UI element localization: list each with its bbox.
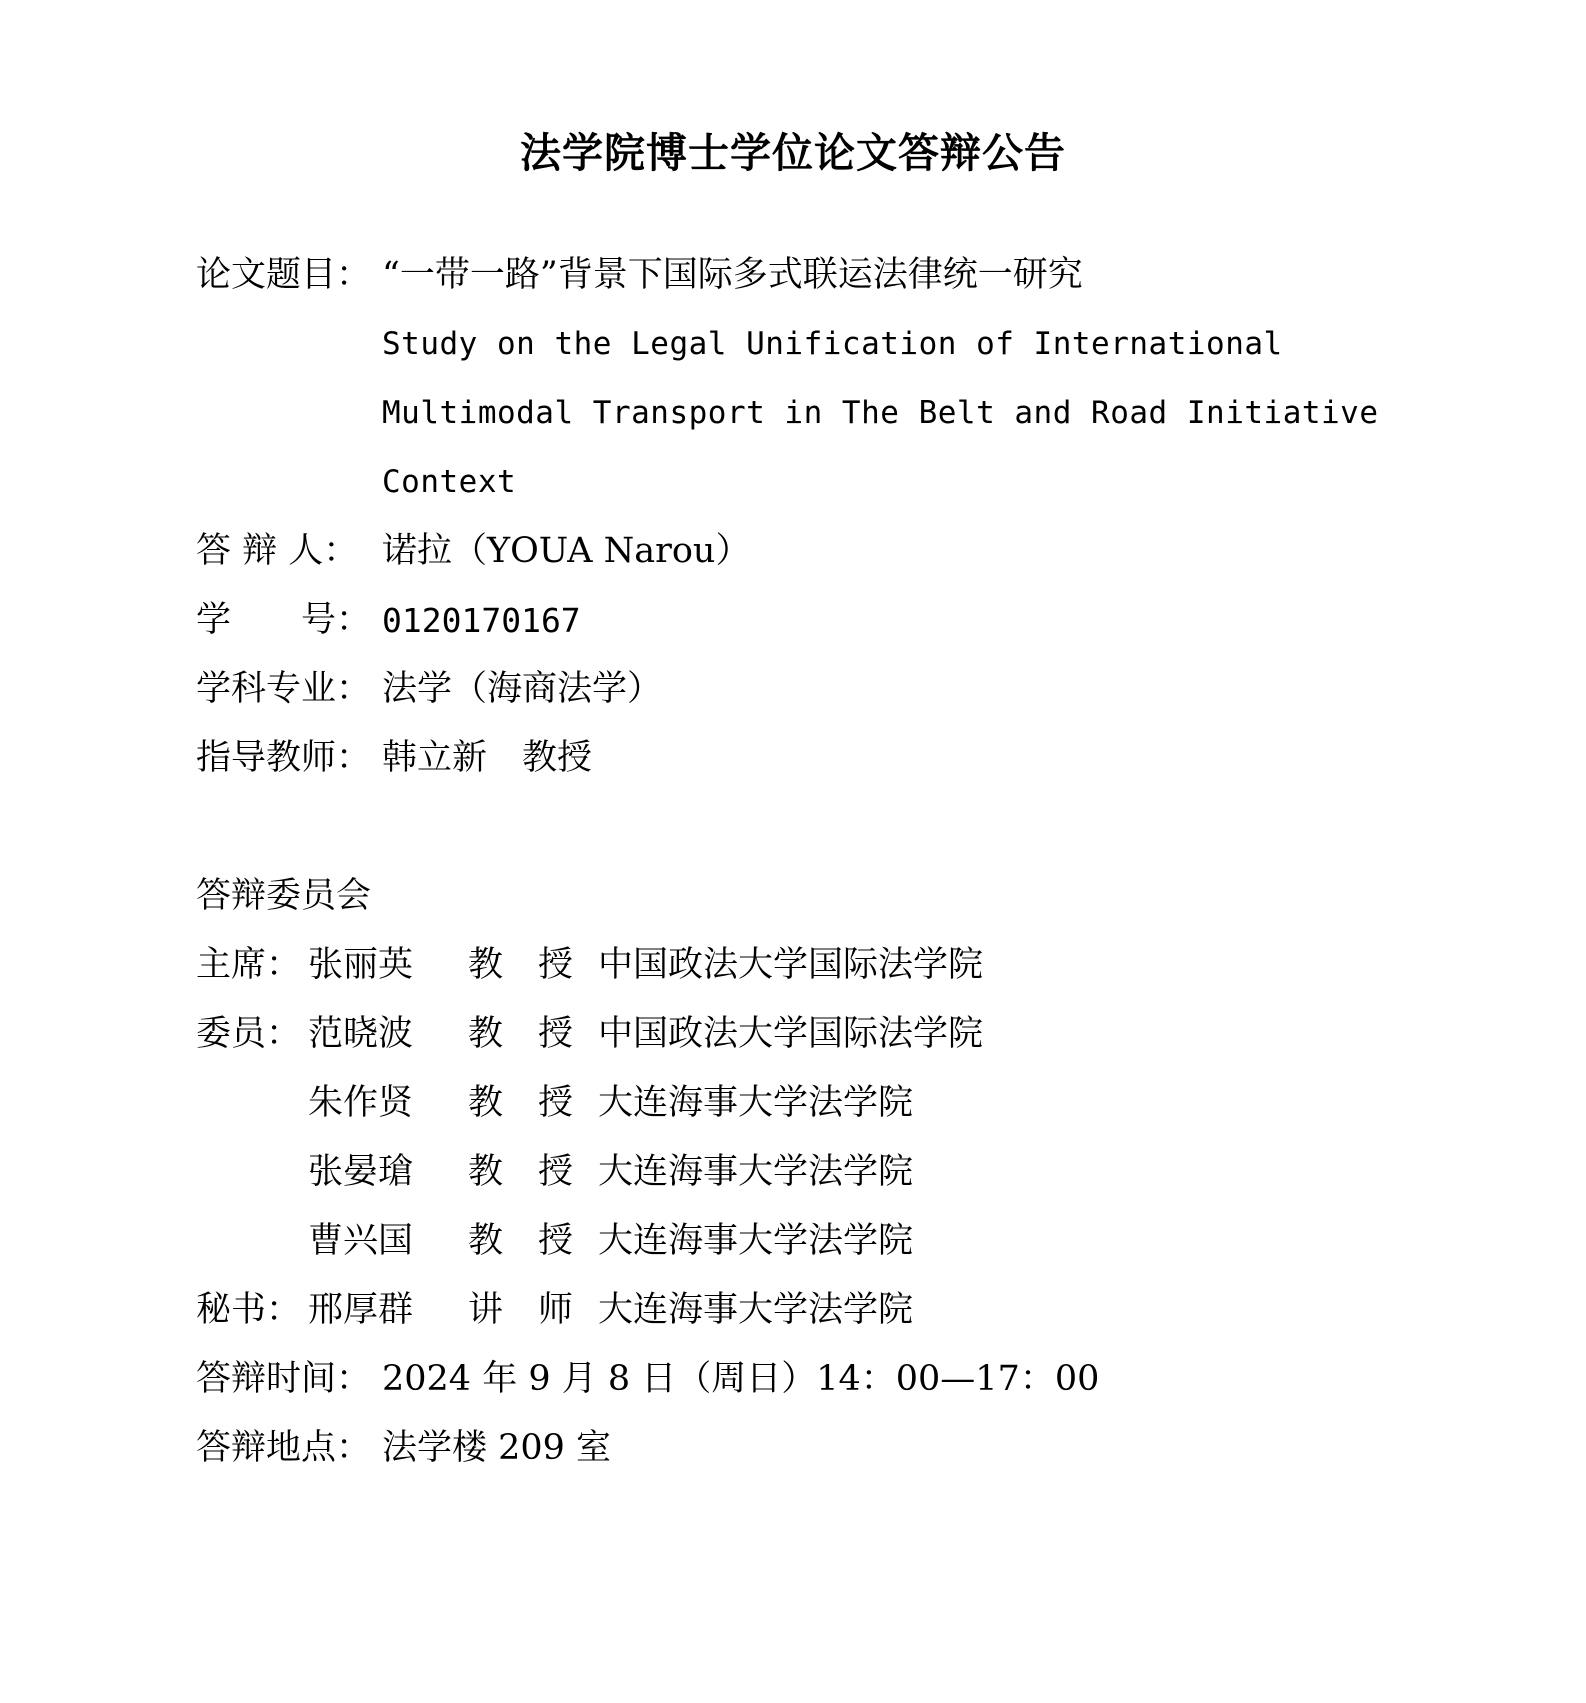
thesis-title-english <box>196 310 1466 517</box>
field-supervisor <box>196 724 1466 793</box>
committee-row <box>196 1069 1466 1138</box>
committee-org: 大连海事大学法学院 <box>598 1152 914 1192</box>
committee-org: 中国政法大学国际法学院 <box>598 1014 984 1054</box>
field-label-candidate: 答 辩 人： <box>196 531 359 571</box>
committee-row <box>196 1138 1466 1207</box>
committee-row <box>196 1276 1466 1345</box>
field-value-major: 法学（海商法学） <box>382 669 663 709</box>
committee-org: 中国政法大学国际法学院 <box>598 945 984 985</box>
page-title: 法学院博士学位论文答辩公告 <box>520 129 1066 177</box>
field-defense-place <box>196 1414 1466 1483</box>
committee-role: 主席： <box>196 945 302 985</box>
committee-name: 邢厚群 <box>308 1290 414 1330</box>
field-major <box>196 655 1466 724</box>
section-spacer <box>196 793 1466 862</box>
committee-rank: 教 授 <box>468 1083 574 1123</box>
field-value-student-id: 0120170167 <box>382 601 581 640</box>
committee-name: 曹兴国 <box>308 1221 414 1261</box>
committee-name: 张晏瑲 <box>308 1152 414 1192</box>
committee-rank: 教 授 <box>468 1152 574 1192</box>
thesis-title-english-line-3: Context <box>382 464 517 500</box>
committee-role: 秘书： <box>196 1290 302 1330</box>
field-candidate <box>196 517 1466 586</box>
committee-rank: 教 授 <box>468 1221 574 1261</box>
committee-name: 范晓波 <box>308 1014 414 1054</box>
thesis-title-english-line-1: Study on the Legal Unification of International <box>382 326 1283 362</box>
field-label-defense-time: 答辩时间： <box>196 1359 372 1399</box>
field-value-supervisor: 韩立新 教授 <box>382 738 593 778</box>
field-student-id <box>196 586 1466 655</box>
committee-org: 大连海事大学法学院 <box>598 1290 914 1330</box>
committee-heading: 答辩委员会 <box>196 876 372 916</box>
committee-name: 朱作贤 <box>308 1083 414 1123</box>
field-label-student-id: 学 号： <box>196 600 372 640</box>
field-thesis-title <box>196 241 1466 310</box>
committee-row <box>196 931 1466 1000</box>
announcement-body <box>0 241 1586 1483</box>
thesis-title-english-line-2: Multimodal Transport in The Belt and Road Initiative <box>382 395 1379 431</box>
committee-rank: 讲 师 <box>468 1290 574 1330</box>
field-label-thesis-title: 论文题目： <box>196 255 372 295</box>
committee-row <box>196 1000 1466 1069</box>
field-value-thesis-title: “一带一路”背景下国际多式联运法律统一研究 <box>382 255 1083 295</box>
committee-rank: 教 授 <box>468 1014 574 1054</box>
field-label-supervisor: 指导教师： <box>196 738 372 778</box>
field-value-defense-place: 法学楼 209 室 <box>382 1428 612 1468</box>
committee-org: 大连海事大学法学院 <box>598 1221 914 1261</box>
committee-row <box>196 1207 1466 1276</box>
field-value-defense-time: 2024 年 9 月 8 日（周日）14：00—17：00 <box>382 1359 1100 1399</box>
field-label-defense-place: 答辩地点： <box>196 1428 372 1468</box>
field-defense-time <box>196 1345 1466 1414</box>
committee-name: 张丽英 <box>308 945 414 985</box>
committee-role: 委员： <box>196 1014 302 1054</box>
field-value-candidate: 诺拉（YOUA Narou） <box>382 531 751 571</box>
committee-rank: 教 授 <box>468 945 574 985</box>
committee-org: 大连海事大学法学院 <box>598 1083 914 1123</box>
field-label-major: 学科专业： <box>196 669 372 709</box>
